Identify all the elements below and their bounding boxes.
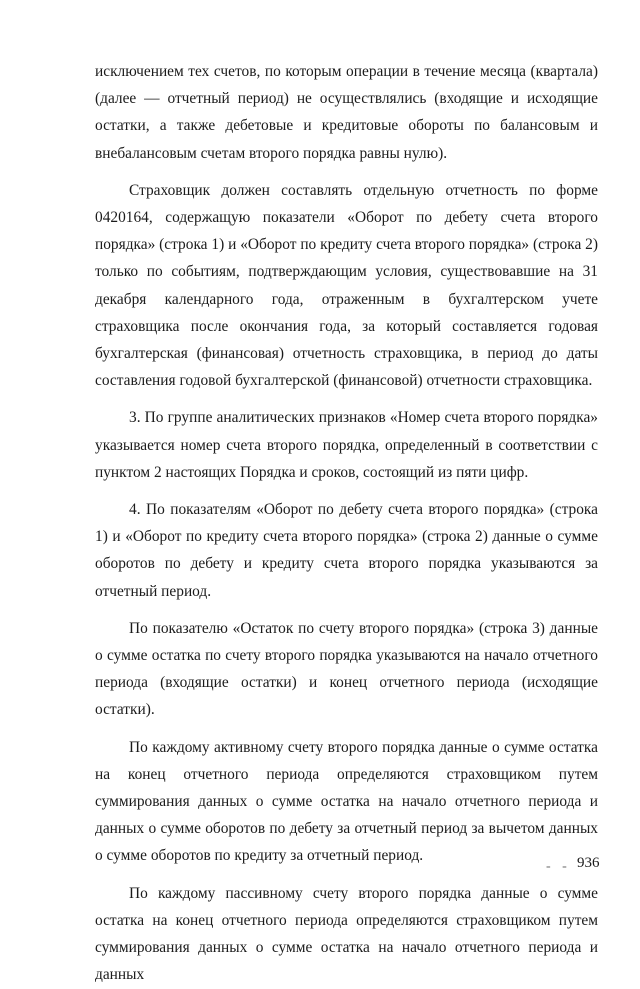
body-text — [95, 58, 598, 989]
page-number: 936 — [577, 855, 600, 871]
paragraph-passive-accounts: По каждому пассивному счету второго порядка данные о сумме остатка на конец отчетного периода определяются страховщиком путем суммирования данных о сумме остатка на начало отчетного периода и данных — [95, 884, 598, 984]
paragraph-separate-reporting: Страховщик должен составлять отдельную отчетность по форме 0420164, содержащую показатели «Оборот по дебету счета второго порядка» (строка 1) и «Оборот по кредиту счета второго порядка» (строка 2) только по событиям, подтверждающим условия, существовавшие на 31 декабря календарного года, отраженным в бухгалтерском учете страховщика после окончания года, за который составляется годовая бухгалтерская (финансовая) отчетность страховщика, в период до даты составления годовой бухгалтерской (финансовой) отчетности страховщика. — [95, 181, 598, 390]
paragraph-item-3: 3. По группе аналитических признаков «Номер счета второго порядка» указывается номер счета второго порядка, определенный в соответствии с пунктом 2 настоящих Порядка и сроков, состоящий из пяти цифр. — [95, 409, 598, 481]
paragraph-active-accounts: По каждому активному счету второго порядка данные о сумме остатка на конец отчетного периода определяются страховщиком путем суммирования данных о сумме остатка на начало отчетного периода и данных о сумме оборотов по дебету за отчетный период за вычетом данных о сумме оборотов по кредиту за отчетный период. — [95, 738, 598, 865]
paragraph-item-4: 4. По показателям «Оборот по дебету счета второго порядка» (строка 1) и «Оборот по кредиту счета второго порядка» (строка 2) данные о сумме оборотов по дебету и кредиту счета второго порядка указываются за отчетный период. — [95, 501, 598, 600]
paragraph-balance-indicator: По показателю «Остаток по счету второго порядка» (строка 3) данные о сумме остатка по счету второго порядка указываются на начало отчетного периода (входящие остатки) и конец отчетного периода (исходящие остатки). — [95, 619, 598, 719]
scan-mark: - - — [546, 859, 571, 874]
paragraph-continuation: исключением тех счетов, по которым операции в течение месяца (квартала) (далее — отчетный период) не осуществлялись (входящие и исходящие остатки, а также дебетовые и кредитовые обороты по балансовым и внебалансовым счетам второго порядка равны нулю). — [95, 63, 598, 162]
